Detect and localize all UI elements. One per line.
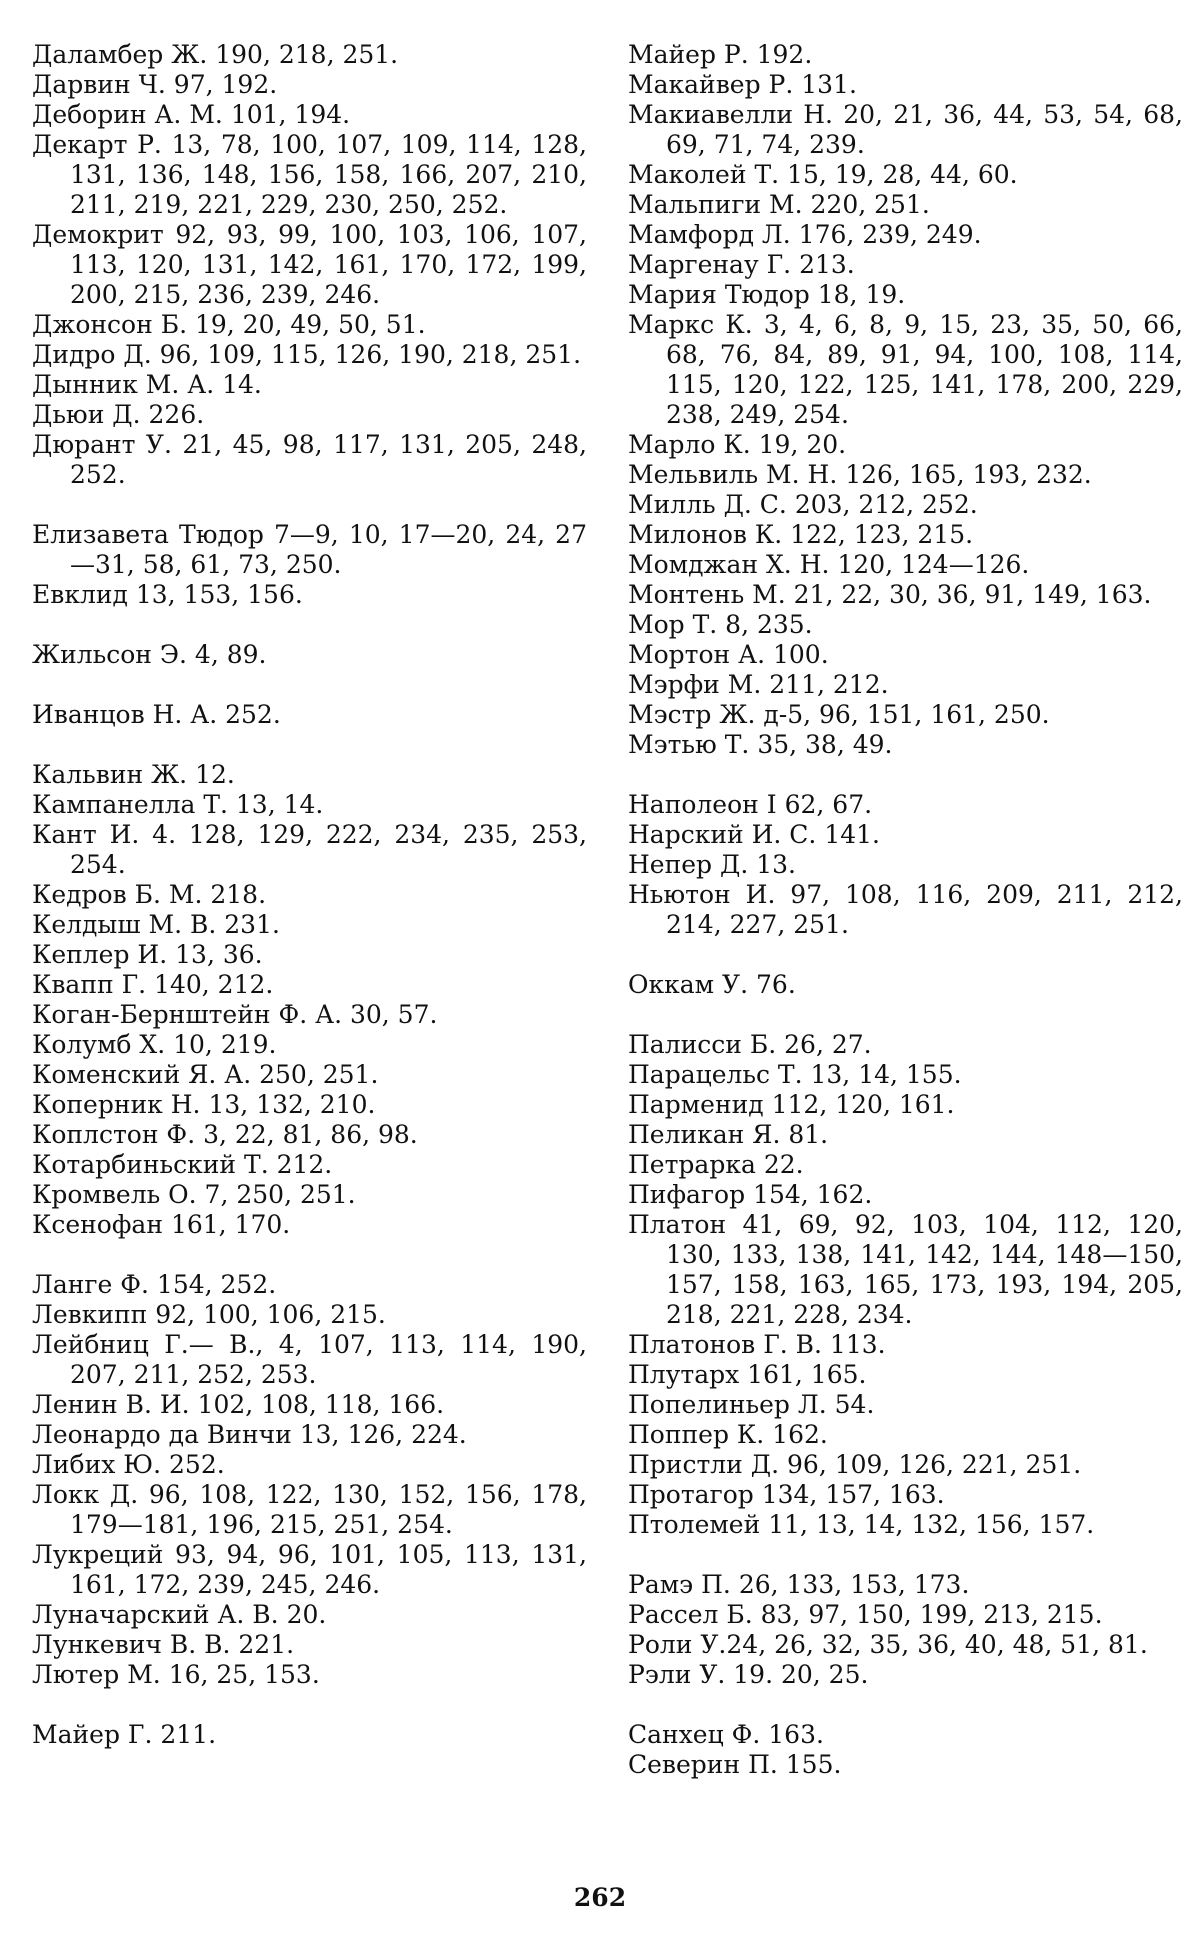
index-entry: Рамэ П. 26, 133, 153, 173. [628, 1570, 970, 1599]
index-entry: Марло К. 19, 20. [628, 430, 847, 459]
index-entry: Кальвин Ж. 12. [32, 760, 235, 789]
index-entry: Мельвиль М. Н. 126, 165, 193, 232. [628, 460, 1092, 489]
index-entry: Плутарх 161, 165. [628, 1360, 867, 1389]
index-entry: Ланге Ф. 154, 252. [32, 1270, 277, 1299]
index-entry: Лейбниц Г.— В., 4, 107, 113, 114, 190, 207, 211, 252, 253. [32, 1330, 587, 1389]
index-entry: Санхец Ф. 163. [628, 1720, 824, 1749]
index-entry: Иванцов Н. А. 252. [32, 700, 281, 729]
index-entry: Майер Г. 211. [32, 1720, 217, 1749]
index-entry: Макиавелли Н. 20, 21, 36, 44, 53, 54, 68, 69, 71, 74, 239. [628, 100, 1183, 159]
index-entry: Коперник Н. 13, 132, 210. [32, 1090, 376, 1119]
index-entry: Мэстр Ж. д-5, 96, 151, 161, 250. [628, 700, 1050, 729]
index-entry: Наполеон I 62, 67. [628, 790, 873, 819]
index-entry: Колумб Х. 10, 219. [32, 1030, 277, 1059]
index-entry: Локк Д. 96, 108, 122, 130, 152, 156, 178, 179—181, 196, 215, 251, 254. [32, 1480, 587, 1539]
index-entry: Мамфорд Л. 176, 239, 249. [628, 220, 982, 249]
index-entry: Коплстон Ф. 3, 22, 81, 86, 98. [32, 1120, 418, 1149]
index-entry: Мор Т. 8, 235. [628, 610, 813, 639]
section-gap [628, 1690, 1183, 1720]
index-entry: Дынник М. А. 14. [32, 370, 262, 399]
index-entry: Лукреций 93, 94, 96, 101, 105, 113, 131, 161, 172, 239, 245, 246. [32, 1540, 587, 1599]
index-entry: Джонсон Б. 19, 20, 49, 50, 51. [32, 310, 426, 339]
index-entry: Мальпиги М. 220, 251. [628, 190, 930, 219]
index-entry: Мария Тюдор 18, 19. [628, 280, 906, 309]
index-entry: Евклид 13, 153, 156. [32, 580, 303, 609]
index-entry: Кеплер И. 13, 36. [32, 940, 263, 969]
index-entry: Парацельс Т. 13, 14, 155. [628, 1060, 962, 1089]
index-entry: Платонов Г. В. 113. [628, 1330, 886, 1359]
index-entry: Оккам У. 76. [628, 970, 796, 999]
index-entry: Дьюи Д. 226. [32, 400, 205, 429]
index-entry: Ньютон И. 97, 108, 116, 209, 211, 212, 214, 227, 251. [628, 880, 1183, 939]
section-gap [628, 940, 1183, 970]
section-gap [32, 610, 587, 640]
index-entry: Петрарка 22. [628, 1150, 804, 1179]
index-entry: Деборин А. М. 101, 194. [32, 100, 351, 129]
index-entry: Дюрант У. 21, 45, 98, 117, 131, 205, 248, 252. [32, 430, 587, 489]
index-entry: Монтень М. 21, 22, 30, 36, 91, 149, 163. [628, 580, 1152, 609]
index-entry: Кант И. 4. 128, 129, 222, 234, 235, 253, 254. [32, 820, 587, 879]
index-entry: Рассел Б. 83, 97, 150, 199, 213, 215. [628, 1600, 1103, 1629]
page-number: 262 [573, 1883, 627, 1912]
section-gap [32, 670, 587, 700]
index-entry: Маргенау Г. 213. [628, 250, 855, 279]
index-entry: Маркс К. 3, 4, 6, 8, 9, 15, 23, 35, 50, 66, 68, 76, 84, 89, 91, 94, 100, 108, 114, 115, 120, 122, 125, 141, 178, 200, 229, 238, 249, 254. [628, 310, 1183, 429]
index-entry: Декарт Р. 13, 78, 100, 107, 109, 114, 128, 131, 136, 148, 156, 158, 166, 207, 210, 211, 219, 221, 229, 230, 250, 252. [32, 130, 587, 219]
index-entry: Леонардо да Винчи 13, 126, 224. [32, 1420, 467, 1449]
index-entry: Либих Ю. 252. [32, 1450, 225, 1479]
index-entry: Коменский Я. А. 250, 251. [32, 1060, 379, 1089]
index-entry: Макайвер Р. 131. [628, 70, 857, 99]
index-entry: Лункевич В. В. 221. [32, 1630, 295, 1659]
section-gap [32, 1690, 587, 1720]
index-entry: Нарский И. С. 141. [628, 820, 880, 849]
index-entry: Коган-Бернштейн Ф. А. 30, 57. [32, 1000, 438, 1029]
index-entry: Луначарский А. В. 20. [32, 1600, 327, 1629]
index-entry: Протагор 134, 157, 163. [628, 1480, 945, 1509]
index-entry: Рэли У. 19. 20, 25. [628, 1660, 869, 1689]
index-entry: Роли У.24, 26, 32, 35, 36, 40, 48, 51, 81. [628, 1630, 1148, 1659]
index-entry: Пристли Д. 96, 109, 126, 221, 251. [628, 1450, 1082, 1479]
index-entry: Левкипп 92, 100, 106, 215. [32, 1300, 386, 1329]
index-entry: Северин П. 155. [628, 1750, 842, 1779]
index-entry: Дидро Д. 96, 109, 115, 126, 190, 218, 251. [32, 340, 582, 369]
index-entry: Кромвель О. 7, 250, 251. [32, 1180, 356, 1209]
index-entry: Майер Р. 192. [628, 40, 813, 69]
index-entry: Попелиньер Л. 54. [628, 1390, 875, 1419]
section-gap [32, 1240, 587, 1270]
index-entry: Келдыш М. В. 231. [32, 910, 280, 939]
index-column-right [628, 40, 1183, 1780]
index-entry: Котарбиньский Т. 212. [32, 1150, 333, 1179]
index-entry: Мэрфи М. 211, 212. [628, 670, 889, 699]
section-gap [628, 1540, 1183, 1570]
index-entry: Пифагор 154, 162. [628, 1180, 873, 1209]
index-entry: Кедров Б. М. 218. [32, 880, 267, 909]
index-entry: Кампанелла Т. 13, 14. [32, 790, 324, 819]
index-entry: Поппер К. 162. [628, 1420, 828, 1449]
index-entry: Парменид 112, 120, 161. [628, 1090, 955, 1119]
index-entry: Мэтью Т. 35, 38, 49. [628, 730, 893, 759]
section-gap [32, 730, 587, 760]
index-entry: Птолемей 11, 13, 14, 132, 156, 157. [628, 1510, 1095, 1539]
index-entry: Демокрит 92, 93, 99, 100, 103, 106, 107, 113, 120, 131, 142, 161, 170, 172, 199, 200, 215, 236, 239, 246. [32, 220, 587, 309]
index-entry: Момджан Х. Н. 120, 124—126. [628, 550, 1030, 579]
index-entry: Мортон А. 100. [628, 640, 829, 669]
section-gap [32, 490, 587, 520]
index-entry: Пеликан Я. 81. [628, 1120, 829, 1149]
index-column-left [32, 40, 587, 1750]
index-entry: Дарвин Ч. 97, 192. [32, 70, 278, 99]
index-entry: Маколей Т. 15, 19, 28, 44, 60. [628, 160, 1018, 189]
index-entry: Непер Д. 13. [628, 850, 796, 879]
index-entry: Жильсон Э. 4, 89. [32, 640, 267, 669]
index-entry: Платон 41, 69, 92, 103, 104, 112, 120, 130, 133, 138, 141, 142, 144, 148—150, 157, 158, 163, 165, 173, 193, 194, 205, 218, 221, 228, 234. [628, 1210, 1183, 1329]
index-entry: Ленин В. И. 102, 108, 118, 166. [32, 1390, 445, 1419]
index-entry: Лютер М. 16, 25, 153. [32, 1660, 320, 1689]
index-entry: Милонов К. 122, 123, 215. [628, 520, 974, 549]
section-gap [628, 760, 1183, 790]
index-entry: Елизавета Тюдор 7—9, 10, 17—20, 24, 27—31, 58, 61, 73, 250. [32, 520, 587, 579]
index-entry: Палисси Б. 26, 27. [628, 1030, 872, 1059]
section-gap [628, 1000, 1183, 1030]
index-entry: Квапп Г. 140, 212. [32, 970, 274, 999]
index-entry: Милль Д. С. 203, 212, 252. [628, 490, 978, 519]
index-entry: Даламбер Ж. 190, 218, 251. [32, 40, 399, 69]
index-entry: Ксенофан 161, 170. [32, 1210, 291, 1239]
